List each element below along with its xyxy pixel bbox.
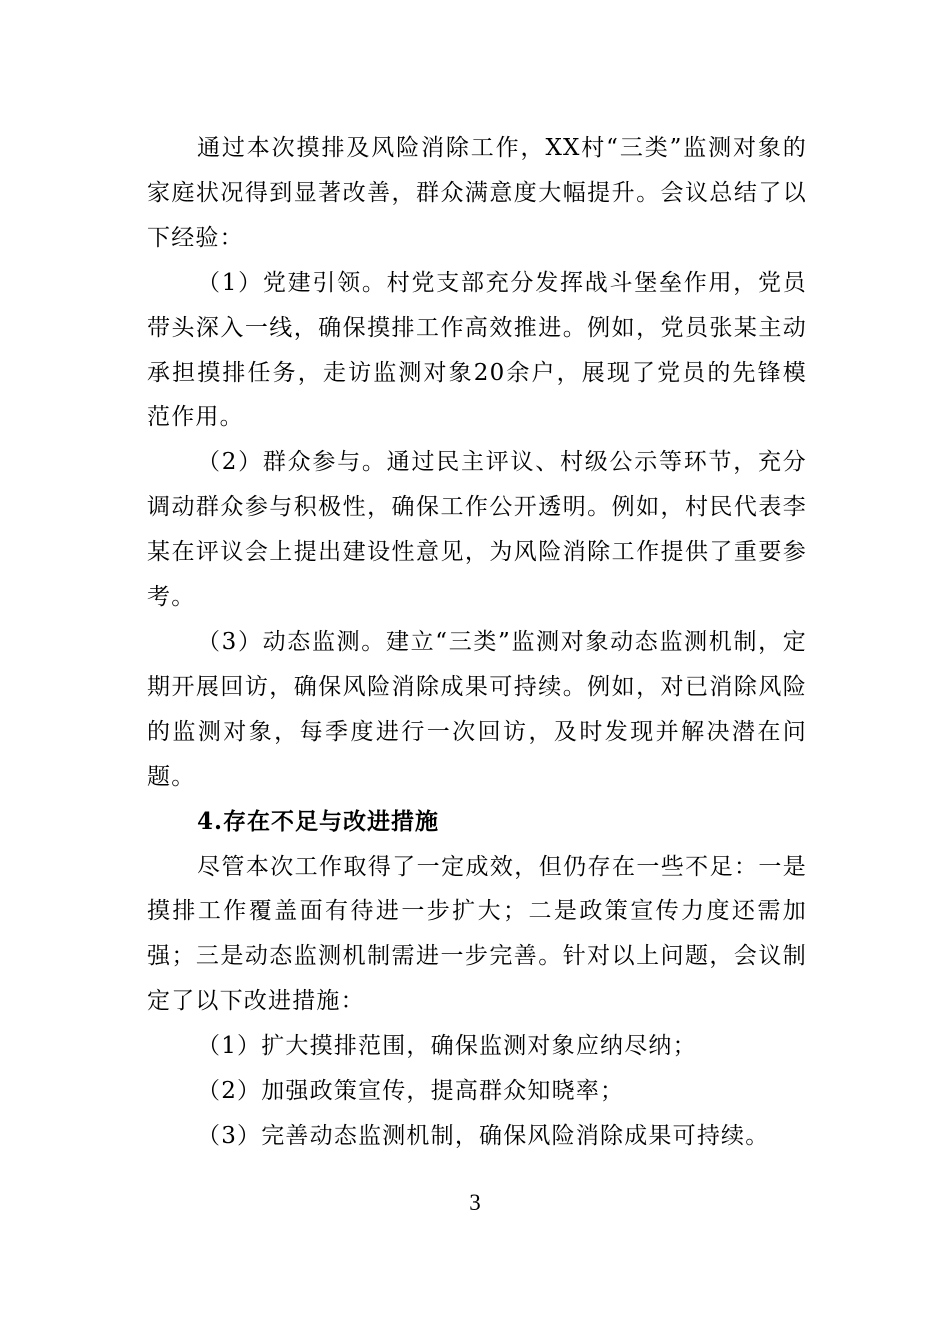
paragraph-dynamic-monitoring: （3）动态监测。建立“三类”监测对象动态监测机制，定期开展回访，确保风险消除成果可持续。例如，对已消除风险的监测对象，每季度进行一次回访，及时发现并解决潜在问题。 xyxy=(147,628,807,790)
document-body xyxy=(147,126,807,1159)
paragraph-shortcomings: 尽管本次工作取得了一定成效，但仍存在一些不足：一是摸排工作覆盖面有待进一步扩大；二是政策宣传力度还需加强；三是动态监测机制需进一步完善。针对以上问题，会议制定了以下改进措施： xyxy=(147,853,807,1015)
paragraph-summary: 通过本次摸排及风险消除工作，XX村“三类”监测对象的家庭状况得到显著改善，群众满意度大幅提升。会议总结了以下经验： xyxy=(147,135,807,251)
paragraph-public-participation: （2）群众参与。通过民主评议、村级公示等环节，充分调动群众参与积极性，确保工作公开透明。例如，村民代表李某在评议会上提出建设性意见，为风险消除工作提供了重要参考。 xyxy=(147,449,807,611)
measure-item-3: （3）完善动态监测机制，确保风险消除成果可持续。 xyxy=(197,1122,770,1149)
paragraph-party-leadership: （1）党建引领。村党支部充分发挥战斗堡垒作用，党员带头深入一线，确保摸排工作高效推进。例如，党员张某主动承担摸排任务，走访监测对象20余户，展现了党员的先锋模范作用。 xyxy=(147,269,807,431)
measure-item-2: （2）加强政策宣传，提高群众知晓率； xyxy=(197,1078,625,1105)
measure-item-1: （1）扩大摸排范围，确保监测对象应纳尽纳； xyxy=(197,1033,697,1060)
section-heading: 4.存在不足与改进措施 xyxy=(197,807,440,835)
page-number: 3 xyxy=(469,1190,481,1215)
